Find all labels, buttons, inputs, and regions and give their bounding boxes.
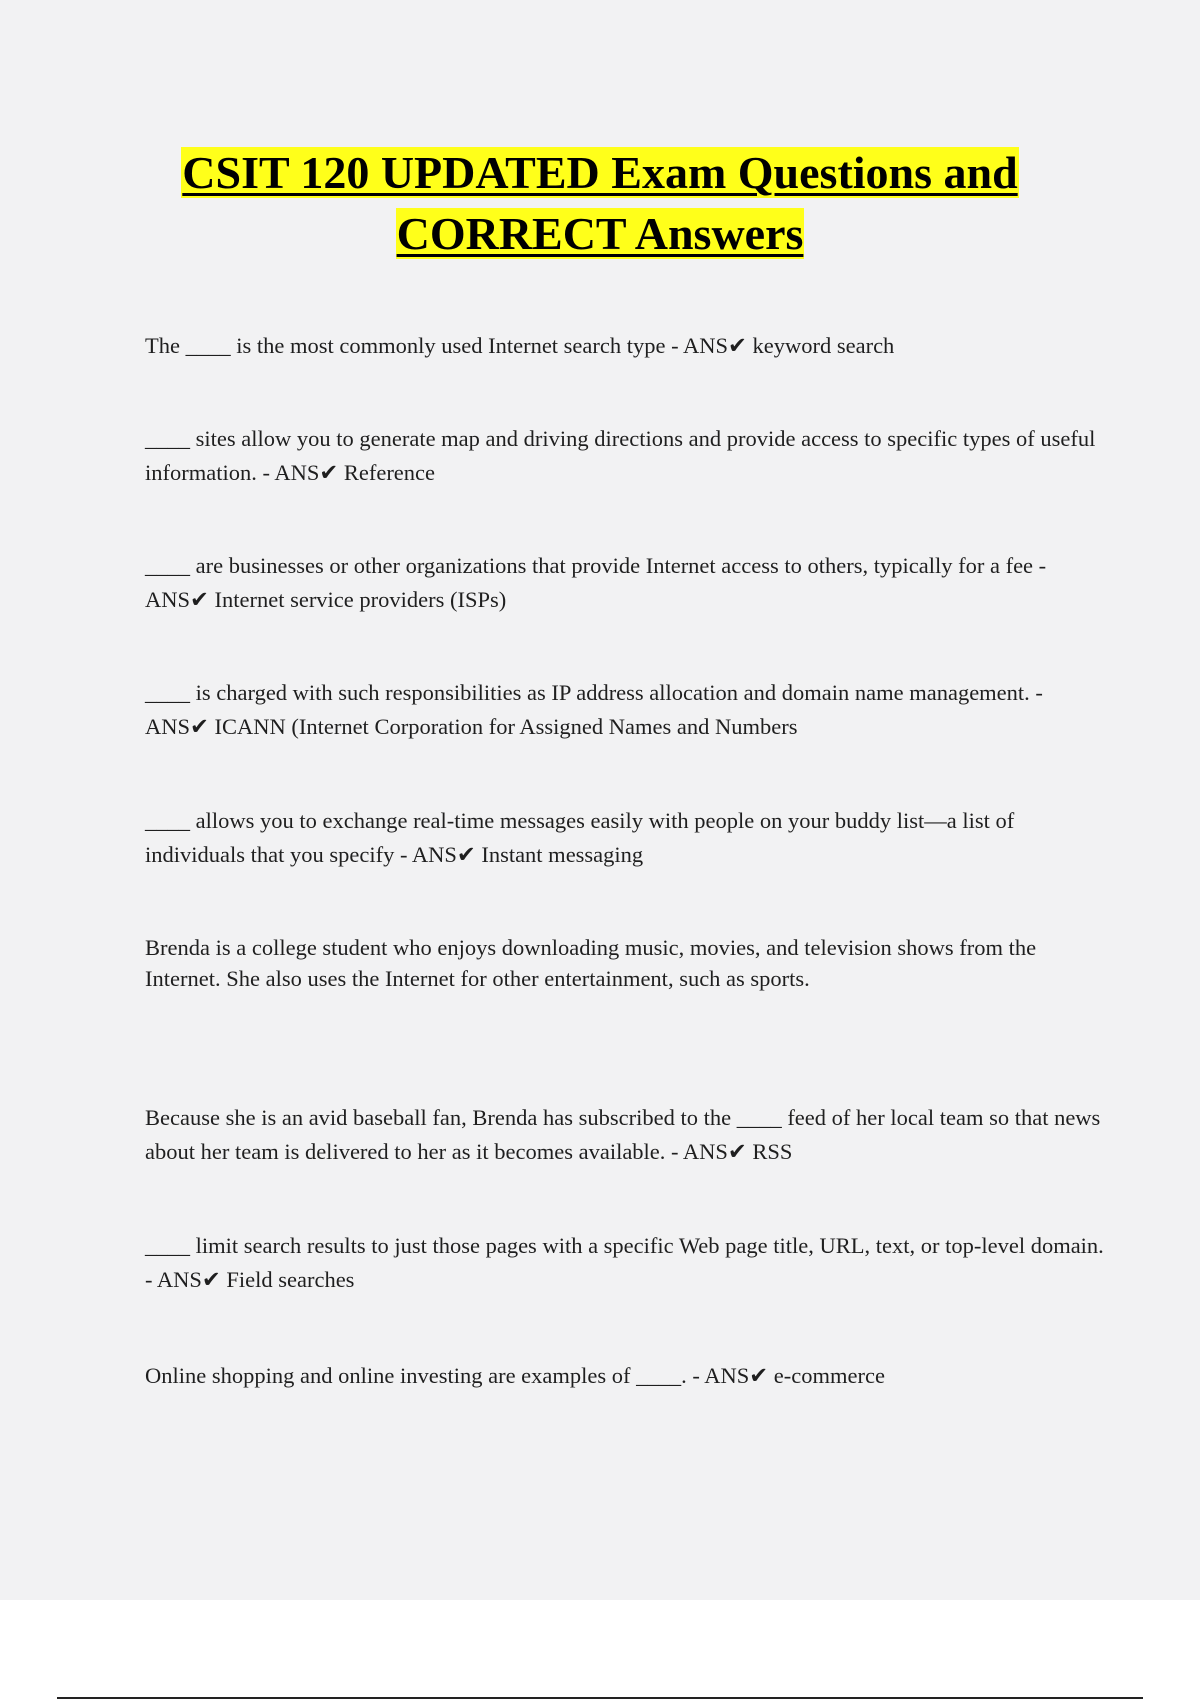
question-answer-1: The ____ is the most commonly used Internet search type - ANS✔ keyword search [145,333,895,358]
question-answer-5: ____ allows you to exchange real-time messages easily with people on your buddy list—a list of individuals that you specify - ANS✔ Instant messaging [145,808,1015,867]
title-line-1: CSIT 120 UPDATED Exam Questions and [182,147,1018,198]
question-answer-3: ____ are businesses or other organizations that provide Internet access to others, typically for a fee - ANS✔ Internet service providers (ISPs) [145,553,1047,612]
question-answer-4: ____ is charged with such responsibilities as IP address allocation and domain name management. - ANS✔ ICANN (Internet Corporation for Assigned Names and Numbers [145,680,1043,739]
question-answer-9: Online shopping and online investing are examples of ____. - ANS✔ e-commerce [145,1363,885,1388]
question-answer-2: ____ sites allow you to generate map and driving directions and provide access to specific types of useful information. - ANS✔ Reference [145,426,1096,485]
title-line-2: CORRECT Answers [396,208,804,259]
document-title [100,142,1100,264]
question-answer-7: Because she is an avid baseball fan, Brenda has subscribed to the ____ feed of her local team so that news about her team is delivered to her as it becomes available. - ANS✔ RSS [145,1105,1101,1164]
question-answer-6: Brenda is a college student who enjoys downloading music, movies, and television shows from the Internet. She also uses the Internet for other entertainment, such as sports. [145,935,1037,991]
footer-divider [57,1697,1143,1699]
question-answer-8: ____ limit search results to just those pages with a specific Web page title, URL, text, or top-level domain. - ANS✔ Field searches [145,1233,1104,1292]
